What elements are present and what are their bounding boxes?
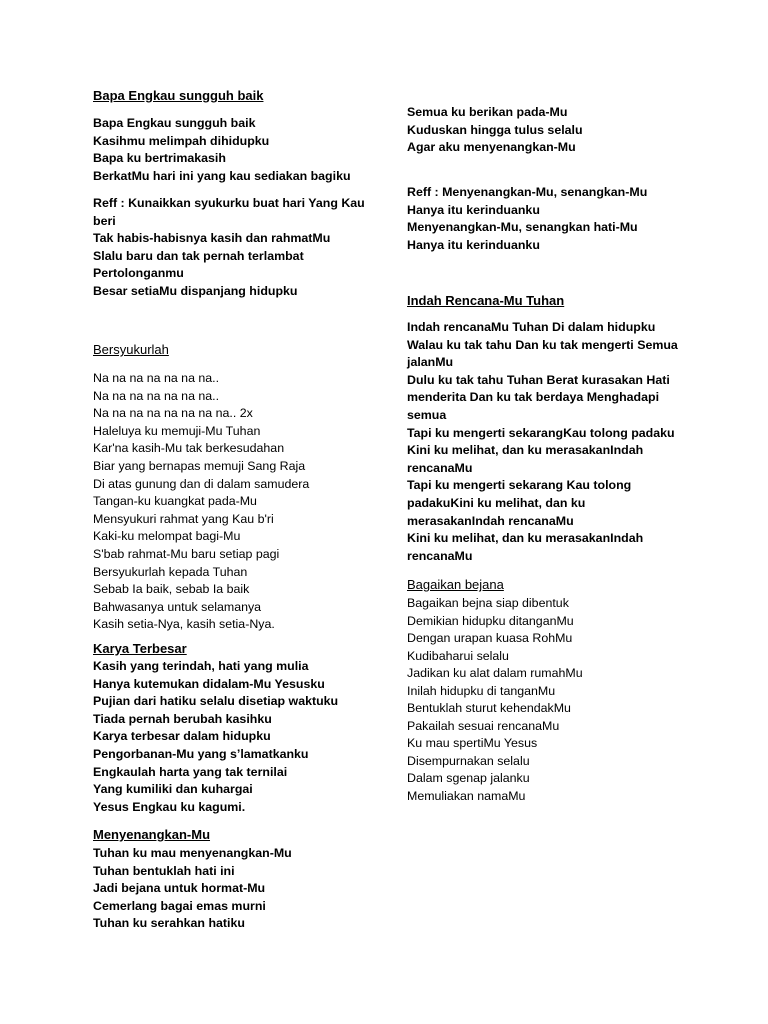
lyric-line: Jadikan ku alat dalam rumahMu	[407, 666, 583, 680]
lyric-line: Bersyukurlah kepada Tuhan	[93, 564, 248, 579]
lyric-line: beri	[93, 213, 116, 228]
lyric-line: Tangan-ku kuangkat pada-Mu	[93, 494, 257, 509]
lyric-line: Kasih setia-Nya, kasih setia-Nya.	[93, 617, 275, 632]
lyric-line: Pakailah sesuai rencanaMu	[407, 718, 560, 733]
lyric-line: Mensyukuri rahmat yang Kau b'ri	[93, 511, 274, 526]
lyric-line: Kuduskan hingga tulus selalu	[407, 122, 583, 137]
song-verse	[93, 115, 383, 185]
song-title: Indah Rencana-Mu Tuhan	[407, 293, 565, 308]
lyric-line: Indah rencanaMu Tuhan Di dalam hidupku	[407, 320, 656, 334]
lyric-line: Di atas gunung dan di dalam samudera	[93, 476, 310, 491]
lyric-line: Kar'na kasih-Mu tak berkesudahan	[93, 441, 285, 456]
lyric-line: Reff : Menyenangkan-Mu, senangkan-Mu	[407, 185, 648, 199]
lyric-line: Bapa Engkau sungguh baik	[93, 116, 256, 130]
lyric-line: Yang kumiliki dan kuhargai	[93, 782, 253, 797]
lyric-line: Jadi bejana untuk hormat-Mu	[93, 881, 266, 896]
lyric-line: Pengorbanan-Mu yang s’lamatkanku	[93, 746, 309, 761]
song-continuation	[407, 104, 707, 157]
lyric-line: Na na na na na na na..	[93, 388, 220, 403]
song-lyrics	[93, 845, 383, 933]
lyric-line: Biar yang bernapas memuji Sang Raja	[93, 458, 306, 473]
lyric-line: Demikian hidupku ditanganMu	[407, 613, 574, 628]
lyric-line: Walau ku tak tahu Dan ku tak mengerti Semua	[407, 337, 678, 352]
lyric-line: jalanMu	[407, 355, 454, 370]
lyric-line: Bentuklah sturut kehendakMu	[407, 701, 571, 715]
lyric-line: Tak habis-habisnya kasih dan rahmatMu	[93, 231, 331, 246]
lyric-line: rencanaMu	[407, 460, 473, 475]
lyric-line: Tapi ku mengerti sekarang Kau tolong	[407, 478, 632, 493]
lyric-line: Na na na na na na na..	[93, 371, 220, 385]
lyric-line: padakuKini ku melihat, dan ku	[407, 495, 586, 510]
lyric-line: Kudibaharui selalu	[407, 648, 509, 663]
song-title: Bapa Engkau sungguh baik	[93, 88, 264, 103]
lyric-line: Menyenangkan-Mu, senangkan hati-Mu	[407, 220, 638, 235]
lyric-line: Inilah hidupku di tanganMu	[407, 683, 556, 698]
lyric-line: Cemerlang bagai emas murni	[93, 898, 266, 913]
song-lyrics	[407, 595, 707, 805]
lyric-line: Kaki-ku melompat bagi-Mu	[93, 529, 241, 544]
lyric-line: Haleluya ku memuji-Mu Tuhan	[93, 423, 261, 438]
lyric-line: Tuhan bentuklah hati ini	[93, 863, 235, 878]
lyric-line: Tapi ku mengerti sekarangKau tolong padaku	[407, 425, 675, 440]
song-title: Karya Terbesar	[93, 641, 187, 656]
song-title: Bersyukurlah	[93, 342, 169, 357]
song-menyenangkan	[93, 826, 383, 844]
lyric-line: S'bab rahmat-Mu baru setiap pagi	[93, 546, 280, 561]
song-lyrics	[93, 370, 383, 634]
lyric-line: semua	[407, 407, 447, 422]
lyric-line: Bagaikan bejna siap dibentuk	[407, 596, 569, 610]
lyric-line: Hanya itu kerinduanku	[407, 202, 540, 217]
song-lyrics	[93, 658, 383, 816]
lyric-line: Bapa ku bertrimakasih	[93, 151, 226, 166]
lyric-line: Sebab Ia baik, sebab Ia baik	[93, 582, 250, 597]
lyric-line: Semua ku berikan pada-Mu	[407, 105, 568, 119]
lyric-line: Kini ku melihat, dan ku merasakanIndah	[407, 443, 644, 458]
lyric-line: Karya terbesar dalam hidupku	[93, 729, 271, 744]
lyric-line: Kini ku melihat, dan ku merasakanIndah	[407, 531, 644, 546]
lyric-line: Reff : Kunaikkan syukurku buat hari Yang Kau	[93, 196, 365, 210]
song-bersyukurlah	[93, 341, 383, 359]
lyric-line: Besar setiaMu dispanjang hidupku	[93, 283, 298, 298]
song-bapa-engkau	[93, 87, 383, 105]
song-lyrics	[407, 319, 707, 565]
song-reff	[407, 184, 707, 254]
song-reff	[93, 195, 383, 301]
song-indah-rencana	[407, 292, 707, 310]
song-title: Menyenangkan-Mu	[93, 827, 211, 842]
lyric-line: Kasihmu melimpah dihidupku	[93, 133, 270, 148]
lyric-line: Bahwasanya untuk selamanya	[93, 599, 262, 614]
lyric-line: Hanya itu kerinduanku	[407, 237, 540, 252]
lyric-line: Na na na na na na na na.. 2x	[93, 406, 253, 421]
lyric-line: Memuliakan namaMu	[407, 788, 526, 803]
lyric-line: Engkaulah harta yang tak ternilai	[93, 764, 288, 779]
lyric-line: Kasih yang terindah, hati yang mulia	[93, 659, 309, 673]
lyric-line: Tuhan ku serahkan hatiku	[93, 916, 245, 931]
lyric-line: Agar aku menyenangkan-Mu	[407, 140, 576, 155]
lyric-line: Pujian dari hatiku selalu disetiap waktuku	[93, 694, 339, 709]
lyric-line: Hanya kutemukan didalam-Mu Yesusku	[93, 676, 325, 691]
lyric-line: Pertolonganmu	[93, 266, 184, 281]
lyric-line: Dengan urapan kuasa RohMu	[407, 631, 573, 645]
lyric-line: Dulu ku tak tahu Tuhan Berat kurasakan Hati	[407, 372, 670, 387]
lyric-line: BerkatMu hari ini yang kau sediakan bagiku	[93, 168, 351, 183]
lyric-line: Tuhan ku mau menyenangkan-Mu	[93, 846, 292, 860]
lyric-line: menderita Dan ku tak berdaya Menghadapi	[407, 390, 660, 405]
lyric-line: Ku mau spertiMu Yesus	[407, 736, 538, 750]
song-karya-terbesar	[93, 640, 383, 658]
lyric-line: Disempurnakan selalu	[407, 753, 530, 768]
lyric-line: Dalam sgenap jalanku	[407, 771, 530, 785]
lyric-line: Slalu baru dan tak pernah terlambat	[93, 248, 304, 263]
song-title: Bagaikan bejana	[407, 577, 504, 592]
lyric-line: rencanaMu	[407, 548, 473, 563]
lyric-line: Yesus Engkau ku kagumi.	[93, 799, 246, 814]
lyric-line: merasakanIndah rencanaMu	[407, 513, 574, 528]
lyric-line: Tiada pernah berubah kasihku	[93, 711, 272, 726]
song-bagaikan-bejana	[407, 576, 707, 594]
